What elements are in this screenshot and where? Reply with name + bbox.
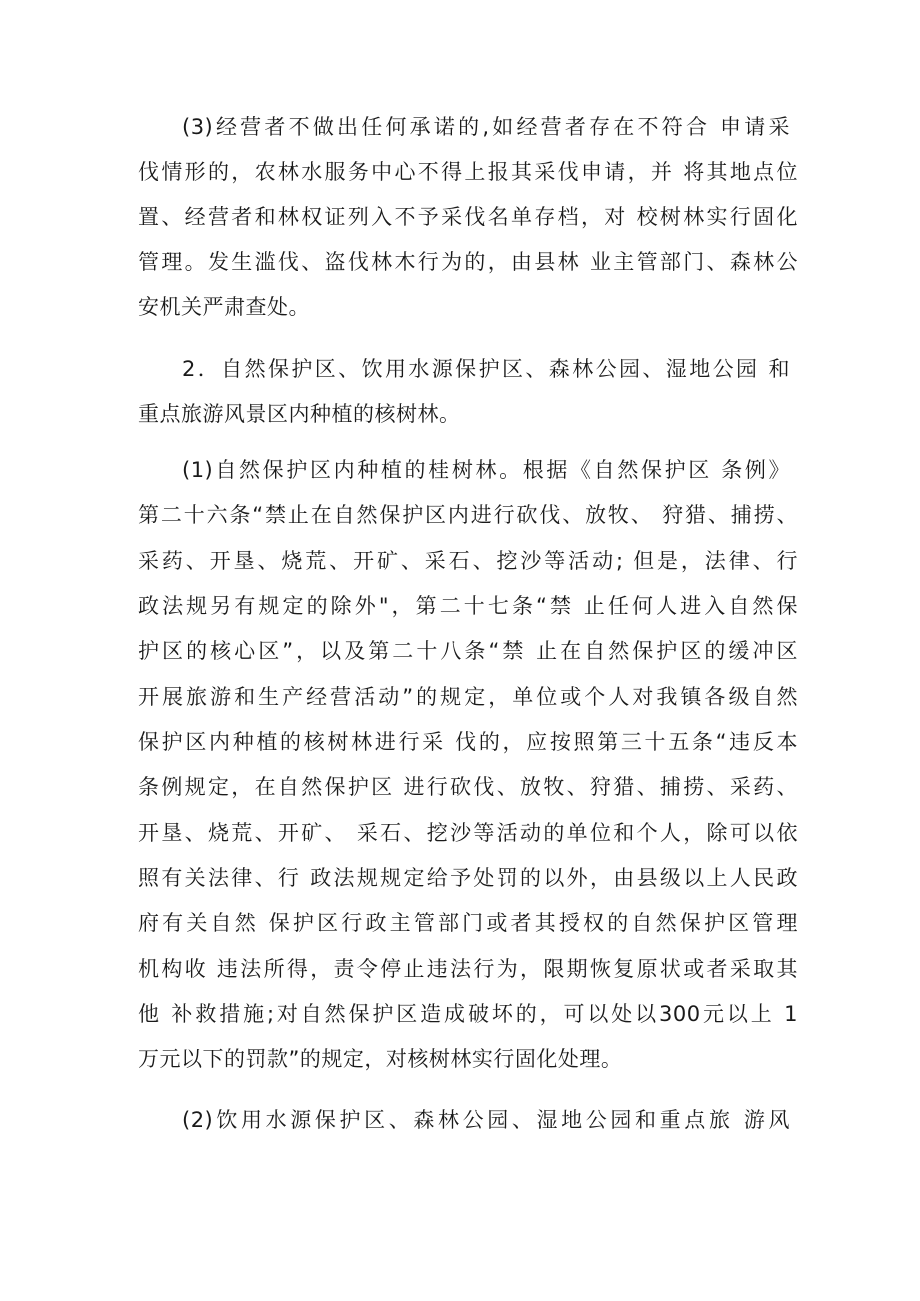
paragraph-2-line-1: 2．自然保护区、饮用水源保护区、森林公园、湿地公园 和 bbox=[182, 357, 790, 381]
paragraph-3-line-5: 护区的核心区”，以及第二十八条“禁 止在自然保护区的缓冲区 bbox=[138, 639, 798, 663]
paragraph-3-line-12: 机构收 违法所得，责令停止违法行为，限期恢复原状或者采取其 bbox=[138, 957, 798, 981]
paragraph-1-line-5: 安机关严肃查处。 bbox=[138, 295, 310, 319]
paragraph-3-line-14: 万元以下的罚款”的规定，对核树林实行固化处理。 bbox=[138, 1047, 623, 1071]
paragraph-3-line-2: 第二十六条“禁止在自然保护区内进行砍伐、放牧、 狩猎、捕捞、 bbox=[138, 503, 798, 527]
paragraph-3-line-10: 照有关法律、行 政法规规定给予处罚的以外，由县级以上人民政 bbox=[138, 866, 798, 890]
paragraph-3-line-11: 府有关自然 保护区行政主管部门或者其授权的自然保护区管理 bbox=[138, 911, 798, 935]
paragraph-3-line-8: 条例规定，在自然保护区 进行砍伐、放牧、狩猎、捕捞、采药、 bbox=[138, 775, 798, 799]
paragraph-3-line-6: 开展旅游和生产经营活动”的规定，单位或个人对我镇各级自然 bbox=[138, 685, 798, 709]
paragraph-3-line-3: 采药、开垦、烧荒、开矿、采石、挖沙等活动; 但是，法律、行 bbox=[138, 549, 798, 573]
paragraph-2-line-2: 重点旅游风景区内种植的核树林。 bbox=[138, 402, 461, 426]
paragraph-3-line-13: 他 补救措施;对自然保护区造成破坏的，可以处以300元以上 1 bbox=[138, 1002, 798, 1026]
paragraph-1-line-2: 伐情形的，农林水服务中心不得上报其采伐申请，并 将其地点位 bbox=[138, 160, 798, 184]
paragraph-4-line-1: (2)饮用水源保护区、森林公园、湿地公园和重点旅 游风 bbox=[182, 1108, 790, 1132]
paragraph-3-line-1: (1)自然保护区内种植的桂树林。根据《自然保护区 条例》 bbox=[182, 458, 790, 482]
paragraph-1-line-4: 管理。发生滥伐、盗伐林木行为的，由县林 业主管部门、森林公 bbox=[138, 250, 798, 274]
paragraph-3-line-7: 保护区内种植的核树林进行采 伐的，应按照第三十五条“违反本 bbox=[138, 730, 798, 754]
paragraph-1-line-1: (3)经营者不做出任何承诺的,如经营者存在不符合 申请采 bbox=[182, 115, 790, 139]
paragraph-3-line-9: 开垦、烧荒、开矿、 采石、挖沙等活动的单位和个人，除可以依 bbox=[138, 821, 798, 845]
paragraph-1-line-3: 置、经营者和林权证列入不予采伐名单存档，对 校树林实行固化 bbox=[138, 205, 798, 229]
paragraph-3-line-4: 政法规另有规定的除外"，第二十七条“禁 止任何人进入自然保 bbox=[138, 594, 798, 618]
